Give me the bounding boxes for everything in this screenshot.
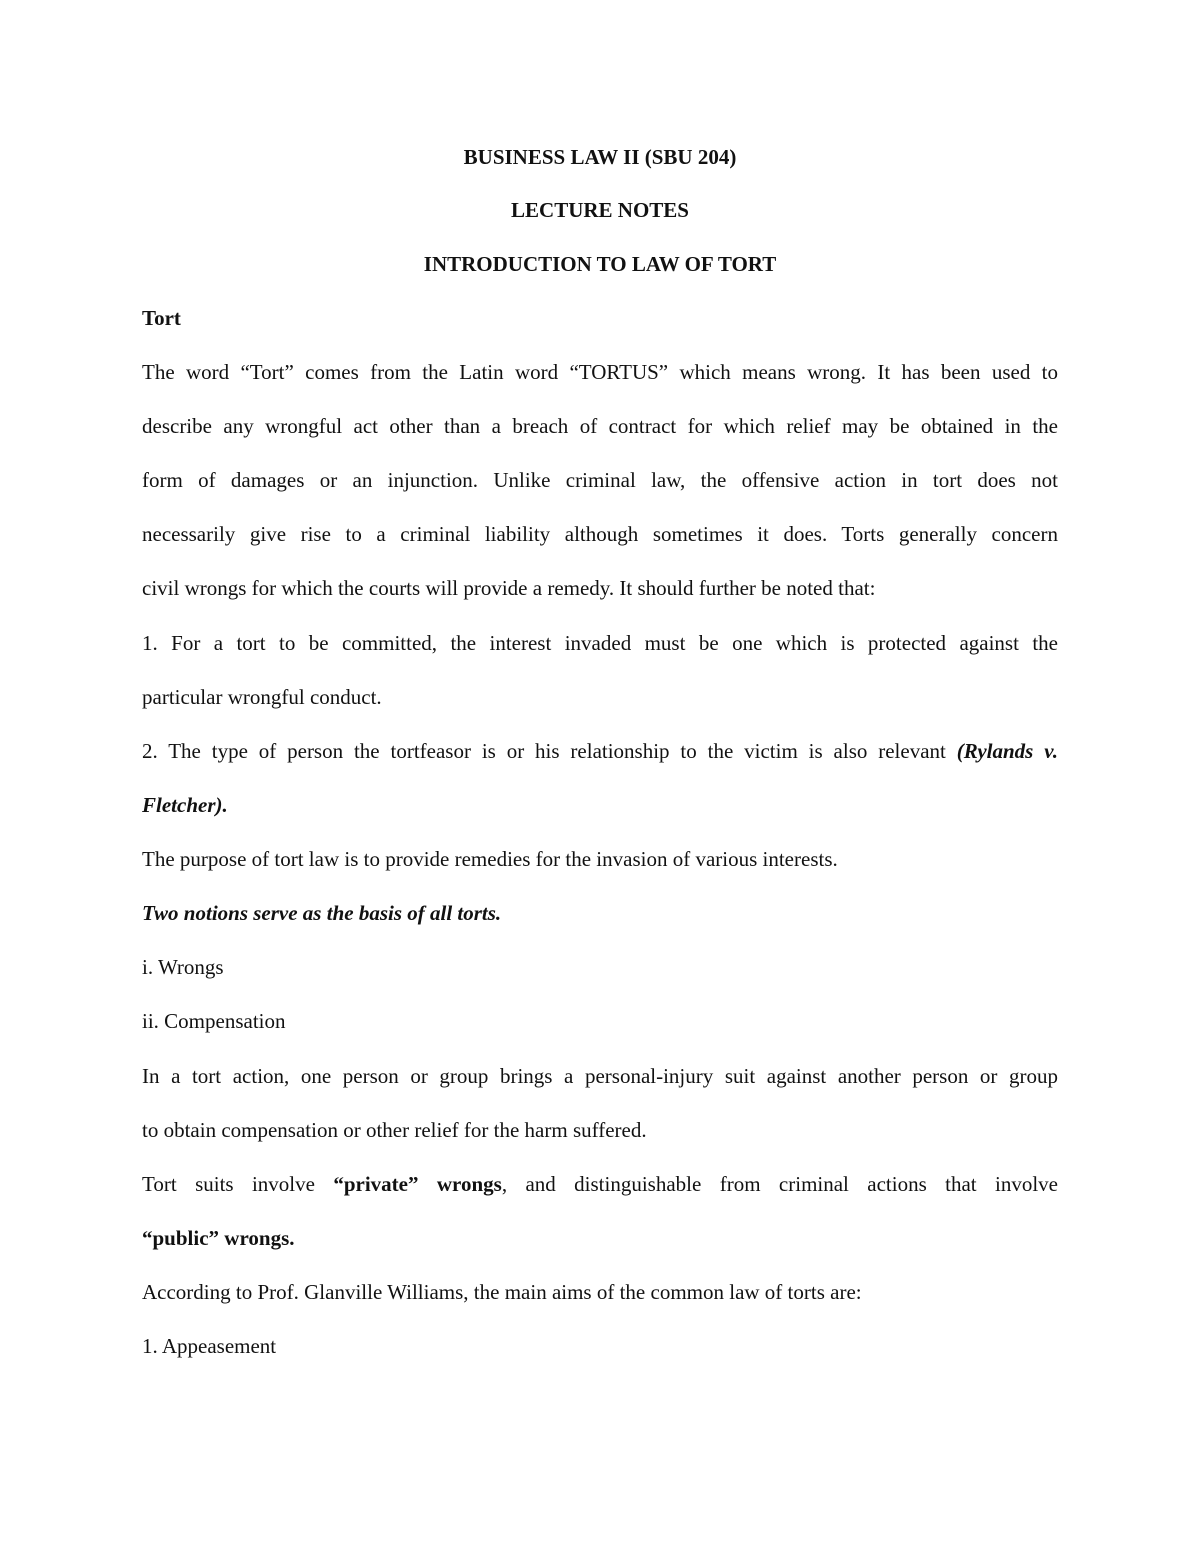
purpose-line: The purpose of tort law is to provide remedies for the invasion of various interests. <box>142 847 838 871</box>
point-2-line <box>142 737 1058 765</box>
paragraph-line: The word “Tort” comes from the Latin word “TORTUS” which means wrong. It has been used to <box>142 360 1058 384</box>
case-citation-cont: Fletcher). <box>142 793 228 817</box>
course-title: BUSINESS LAW II (SBU 204) <box>463 145 737 169</box>
notes-title: LECTURE NOTES <box>511 198 689 222</box>
paragraph-line: civil wrongs for which the courts will provide a remedy. It should further be noted that: <box>142 576 876 600</box>
paragraph-line: form of damages or an injunction. Unlike criminal law, the offensive action in tort does not <box>142 468 1058 492</box>
public-wrongs: “public” wrongs. <box>142 1226 295 1250</box>
aim-item: 1. Appeasement <box>142 1334 277 1358</box>
action-line: In a tort action, one person or group brings a personal-injury suit against another person or group <box>142 1064 1058 1088</box>
paragraph-line: necessarily give rise to a criminal liability although sometimes it does. Torts generally concern <box>142 522 1058 546</box>
section-heading-tort: Tort <box>142 306 181 330</box>
suits-text-cont: , and distinguishable from criminal actions that involve <box>501 1172 1058 1196</box>
topic-title: INTRODUCTION TO LAW OF TORT <box>423 252 777 276</box>
suits-line <box>142 1170 1058 1198</box>
point-1-line: 1. For a tort to be committed, the interest invaded must be one which is protected against the <box>142 631 1058 655</box>
aims-intro: According to Prof. Glanville Williams, the main aims of the common law of torts are: <box>142 1280 862 1304</box>
notion-item: ii. Compensation <box>142 1009 286 1033</box>
suits-text: Tort suits involve <box>142 1172 334 1196</box>
notions-heading: Two notions serve as the basis of all torts. <box>142 901 502 925</box>
point-1-line: particular wrongful conduct. <box>142 685 382 709</box>
paragraph-line: describe any wrongful act other than a breach of contract for which relief may be obtained in the <box>142 414 1058 438</box>
case-citation: (Rylands v. <box>956 739 1059 763</box>
action-line: to obtain compensation or other relief for the harm suffered. <box>142 1118 647 1142</box>
notion-item: i. Wrongs <box>142 955 224 979</box>
point-2-text: 2. The type of person the tortfeasor is or his relationship to the victim is also relevant <box>142 739 957 763</box>
private-wrongs: “private” wrongs <box>333 1172 502 1196</box>
